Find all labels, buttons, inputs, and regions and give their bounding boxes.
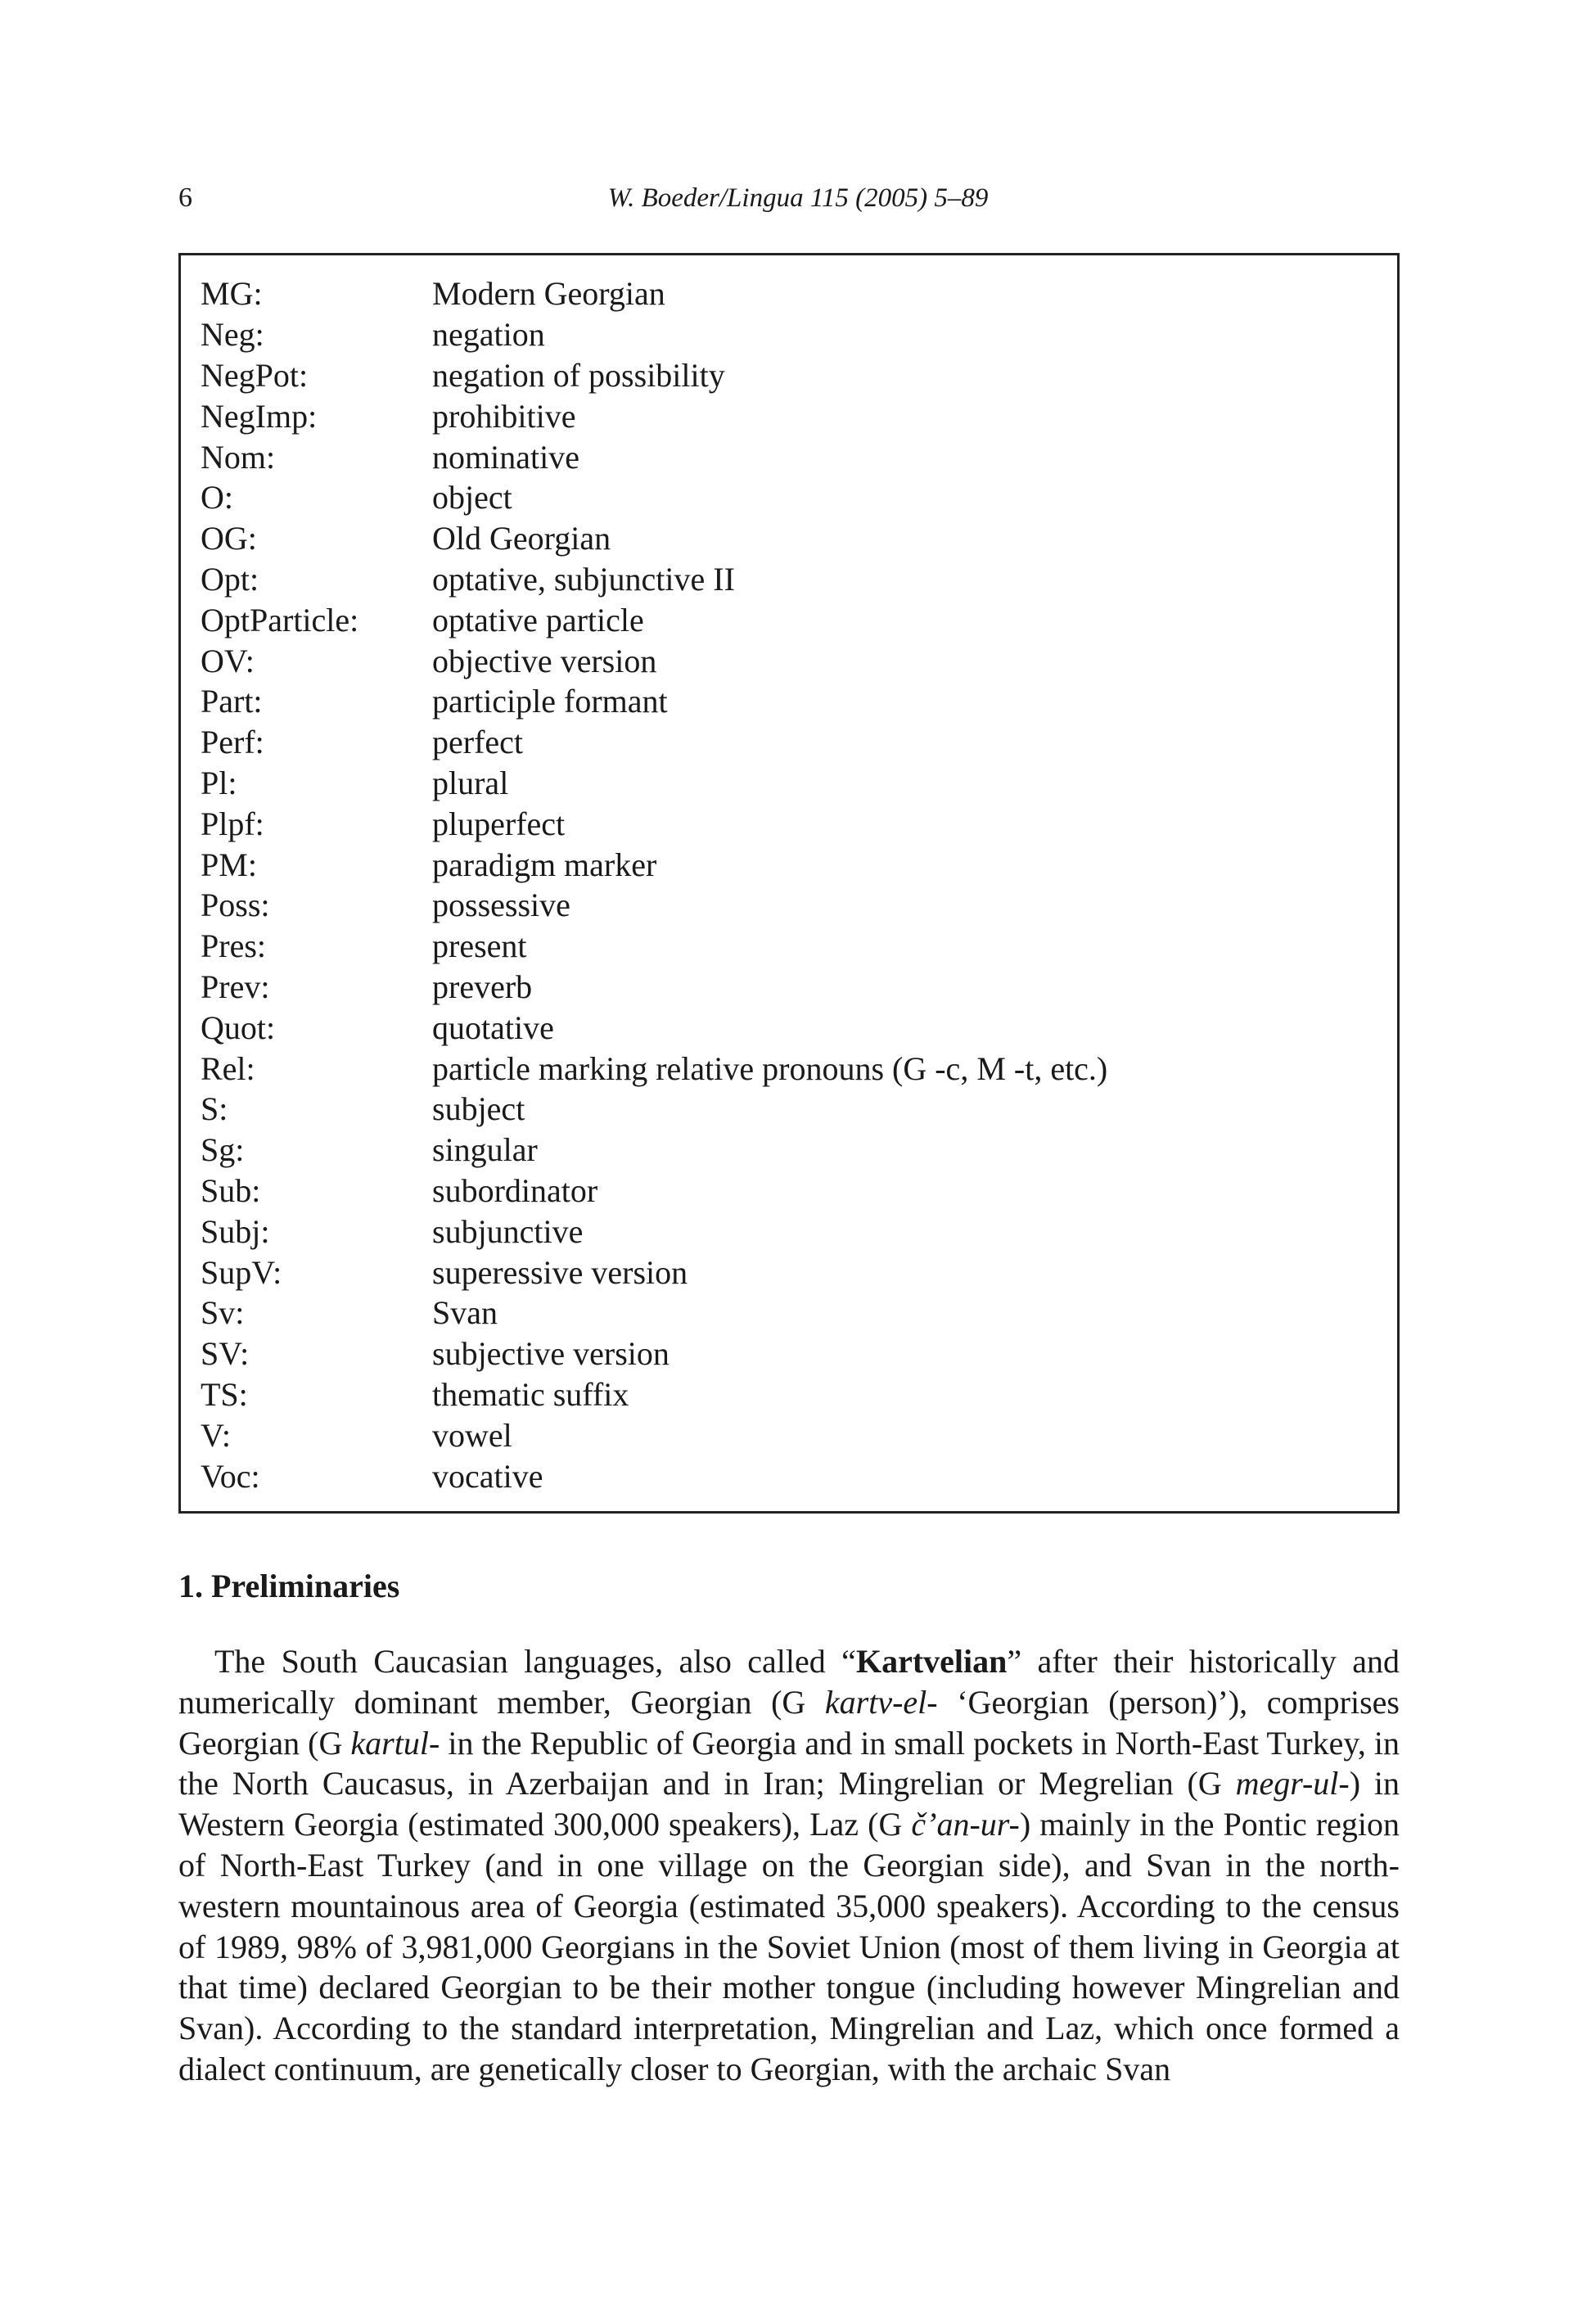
abbreviation-meaning: singular — [432, 1131, 538, 1169]
abbreviation-meaning: object — [432, 479, 512, 517]
abbreviation-row — [201, 1414, 1381, 1455]
abbreviation-key: PM: — [201, 846, 257, 883]
abbreviation-key: Pres: — [201, 927, 266, 965]
abbreviation-meaning: vowel — [432, 1416, 512, 1454]
abbreviation-key: Opt: — [201, 560, 259, 598]
text-run: in the Republic of Georgia and in small pockets in North-East Turkey, in the North Caucasus, in Azerbaijan and in Iran; Mingrelian or Megrelian (G — [178, 1724, 1400, 1802]
abbreviation-key: MG: — [201, 275, 263, 313]
abbreviation-list — [201, 273, 1381, 1496]
abbreviation-row — [201, 722, 1381, 763]
abbreviation-meaning: objective version — [432, 642, 657, 679]
abbreviation-row — [201, 1211, 1381, 1252]
abbreviation-meaning: quotative — [432, 1008, 554, 1046]
abbreviation-key: NegImp: — [201, 397, 318, 435]
italic-term: č’an-ur- — [911, 1806, 1020, 1843]
abbreviation-meaning: thematic suffix — [432, 1375, 629, 1413]
page-number: 6 — [178, 183, 192, 213]
abbreviation-row — [201, 1089, 1381, 1130]
abbreviation-meaning: optative particle — [432, 601, 644, 638]
text-run: ) in Western Georgia (estimated 300,000 speakers), Laz (G — [178, 1765, 1400, 1843]
abbreviation-key: Nom: — [201, 438, 276, 476]
abbreviation-row — [201, 1293, 1381, 1333]
abbreviation-meaning: negation of possibility — [432, 356, 725, 394]
abbreviation-row — [201, 844, 1381, 885]
abbreviation-row — [201, 1171, 1381, 1211]
abbreviation-row — [201, 640, 1381, 681]
abbreviation-key: OG: — [201, 520, 257, 557]
abbreviation-key: OV: — [201, 642, 255, 679]
abbreviation-meaning: plural — [432, 764, 509, 801]
abbreviation-row — [201, 803, 1381, 844]
abbreviation-meaning: pluperfect — [432, 805, 566, 842]
abbreviation-meaning: possessive — [432, 887, 570, 924]
abbreviation-row — [201, 599, 1381, 640]
abbreviation-row — [201, 395, 1381, 436]
abbreviation-key: Rel: — [201, 1049, 255, 1087]
running-head: W. Boeder/Lingua 115 (2005) 5–89 — [607, 183, 989, 213]
italic-term: megr-ul- — [1235, 1765, 1350, 1802]
abbreviation-row — [201, 1333, 1381, 1374]
abbreviation-key: Prev: — [201, 968, 270, 1005]
abbreviation-key: Perf: — [201, 724, 264, 761]
abbreviation-meaning: superessive version — [432, 1253, 688, 1291]
abbreviation-meaning: Svan — [432, 1294, 498, 1332]
abbreviation-meaning: nominative — [432, 438, 579, 476]
abbreviation-meaning: optative, subjunctive II — [432, 560, 735, 598]
abbreviation-meaning: subjunctive — [432, 1212, 584, 1250]
abbreviation-key: Quot: — [201, 1008, 276, 1046]
abbreviation-row — [201, 1007, 1381, 1048]
abbreviation-key: Poss: — [201, 887, 270, 924]
abbreviation-meaning: particle marking relative pronouns (G -c, M -t, etc.) — [432, 1049, 1108, 1087]
abbreviation-row — [201, 1252, 1381, 1293]
abbreviation-meaning: Old Georgian — [432, 520, 611, 557]
body-paragraph — [178, 1641, 1400, 2090]
abbreviation-key: SV: — [201, 1335, 250, 1373]
abbreviation-row — [201, 314, 1381, 355]
abbreviation-key: Sg: — [201, 1131, 245, 1169]
abbreviation-key: Sub: — [201, 1171, 261, 1209]
abbreviation-row — [201, 436, 1381, 477]
abbreviation-meaning: present — [432, 927, 527, 965]
abbreviation-row — [201, 763, 1381, 804]
abbreviation-row — [201, 681, 1381, 722]
italic-term: kartv-el- — [824, 1683, 938, 1721]
abbreviation-key: O: — [201, 479, 233, 517]
abbreviation-key: Sv: — [201, 1294, 245, 1332]
abbreviation-row — [201, 1130, 1381, 1171]
term-kartvelian: Kartvelian — [855, 1643, 1008, 1680]
abbreviation-row — [201, 518, 1381, 559]
abbreviation-key: S: — [201, 1090, 228, 1128]
abbreviation-meaning: vocative — [432, 1457, 543, 1495]
abbreviation-key: Subj: — [201, 1212, 270, 1250]
abbreviation-meaning: subject — [432, 1090, 525, 1128]
abbreviation-row — [201, 1048, 1381, 1089]
abbreviation-meaning: participle formant — [432, 683, 668, 720]
abbreviation-row — [201, 355, 1381, 396]
abbreviation-key: Part: — [201, 683, 263, 720]
abbreviation-row — [201, 477, 1381, 518]
abbreviation-key: NegPot: — [201, 356, 309, 394]
text-run: The South Caucasian languages, also called “ — [214, 1643, 856, 1680]
abbreviation-meaning: subordinator — [432, 1171, 598, 1209]
abbreviation-meaning: paradigm marker — [432, 846, 657, 883]
abbreviation-row — [201, 926, 1381, 967]
abbreviation-key: Plpf: — [201, 805, 264, 842]
abbreviation-row — [201, 1374, 1381, 1415]
abbreviation-key: Neg: — [201, 316, 264, 354]
abbreviation-key: Voc: — [201, 1457, 260, 1495]
abbreviation-meaning: negation — [432, 316, 545, 354]
abbreviation-row — [201, 273, 1381, 314]
abbreviation-key: OptParticle: — [201, 601, 359, 638]
abbreviation-meaning: preverb — [432, 968, 533, 1005]
abbreviation-key: Pl: — [201, 764, 237, 801]
abbreviation-row — [201, 967, 1381, 1008]
text-run: ” after their historically and numerically dominant member, Georgian (G — [178, 1643, 1400, 1721]
abbreviation-row — [201, 885, 1381, 926]
abbreviation-box — [178, 253, 1400, 1514]
abbreviation-row — [201, 1455, 1381, 1496]
abbreviation-meaning: perfect — [432, 724, 524, 761]
italic-term: kartul- — [350, 1724, 440, 1762]
text-run: ‘Georgian (person)’), comprises Georgian (G — [178, 1683, 1400, 1762]
abbreviation-key: SupV: — [201, 1253, 282, 1291]
abbreviation-meaning: Modern Georgian — [432, 275, 665, 313]
abbreviation-key: V: — [201, 1416, 232, 1454]
abbreviation-key: TS: — [201, 1375, 248, 1413]
abbreviation-meaning: prohibitive — [432, 397, 576, 435]
text-run: ) mainly in the Pontic region of North-East Turkey (and in one village on the Georgian side), and Svan in the north-western mountainous area of Georgia (estimated 35,000 speakers). According to the census of 1989, 98% of 3,981,000 Georgians in the Soviet Union (most of them living in Georgia at that time) declared Georgian to be their mother tongue (including however Mingrelian and Svan). According to the standard interpretation, Mingrelian and Laz, which once formed a dialect continuum, are genetically closer to Georgian, with the archaic Svan — [178, 1806, 1400, 2087]
section-title: 1. Preliminaries — [178, 1568, 400, 1604]
abbreviation-row — [201, 559, 1381, 600]
abbreviation-meaning: subjective version — [432, 1335, 670, 1373]
